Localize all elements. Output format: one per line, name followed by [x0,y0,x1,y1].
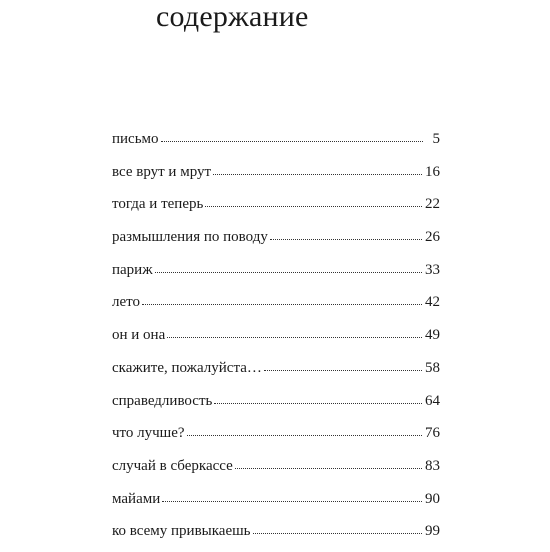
toc-entry-page: 99 [425,523,440,540]
dot-leader [167,337,422,338]
toc-entry [112,192,440,225]
dot-leader [264,370,422,371]
toc-entry-title: что лучше? [112,425,185,442]
dot-leader [253,533,423,534]
toc-entry [112,323,440,356]
toc-entry-page: 76 [425,425,440,442]
toc-entry-title: париж [112,261,153,278]
toc-entry [112,225,440,258]
toc-entry-page: 49 [425,327,440,344]
toc-entry-page: 16 [425,163,440,180]
toc-entry-page: 22 [425,196,440,213]
dot-leader [161,141,423,142]
toc-entry-page: 90 [425,490,440,507]
toc-entry-page: 83 [425,457,440,474]
toc-entry-title: тогда и теперь [112,196,204,213]
toc-entry-title: он и она [112,327,166,344]
toc-title: содержание [156,0,309,33]
toc-entry-title: майами [112,490,161,507]
dot-leader [142,304,422,305]
dot-leader [162,501,422,502]
toc-entry-title: письмо [112,131,159,147]
toc-entry-title: скажите, пожалуйста… [112,359,262,376]
toc-entry-title: ко всему привыкаешь [112,523,251,540]
dot-leader [214,403,422,404]
toc-entry-title: все врут и мрут [112,163,212,180]
toc-entry [112,160,440,193]
toc-entry-page: 42 [425,294,440,311]
toc-entry [112,519,440,552]
toc-entry [112,487,440,520]
dot-leader [213,174,422,175]
toc-entry-title: справедливость [112,392,213,409]
toc-entry [112,258,440,291]
toc-entry [112,389,440,422]
toc-entry-title: лето [112,294,141,311]
toc-entry-page: 33 [425,261,440,278]
dot-leader [155,272,422,273]
dot-leader [270,239,422,240]
toc-entry-page: 58 [425,359,440,376]
toc-entry-title: случай в сберкассе [112,457,233,474]
toc-entry-page: 5 [432,131,440,147]
dot-leader [187,435,422,436]
toc-entry [112,421,440,454]
dot-leader [235,468,422,469]
toc-entry-title: размышления по поводу [112,229,268,246]
toc-entry-page: 64 [425,392,440,409]
toc-entry [112,454,440,487]
dot-leader [205,206,422,207]
toc-entry-page: 26 [425,229,440,246]
toc-entry [112,356,440,389]
toc-entry [112,127,440,160]
toc-list [112,127,440,552]
toc-entry [112,290,440,323]
